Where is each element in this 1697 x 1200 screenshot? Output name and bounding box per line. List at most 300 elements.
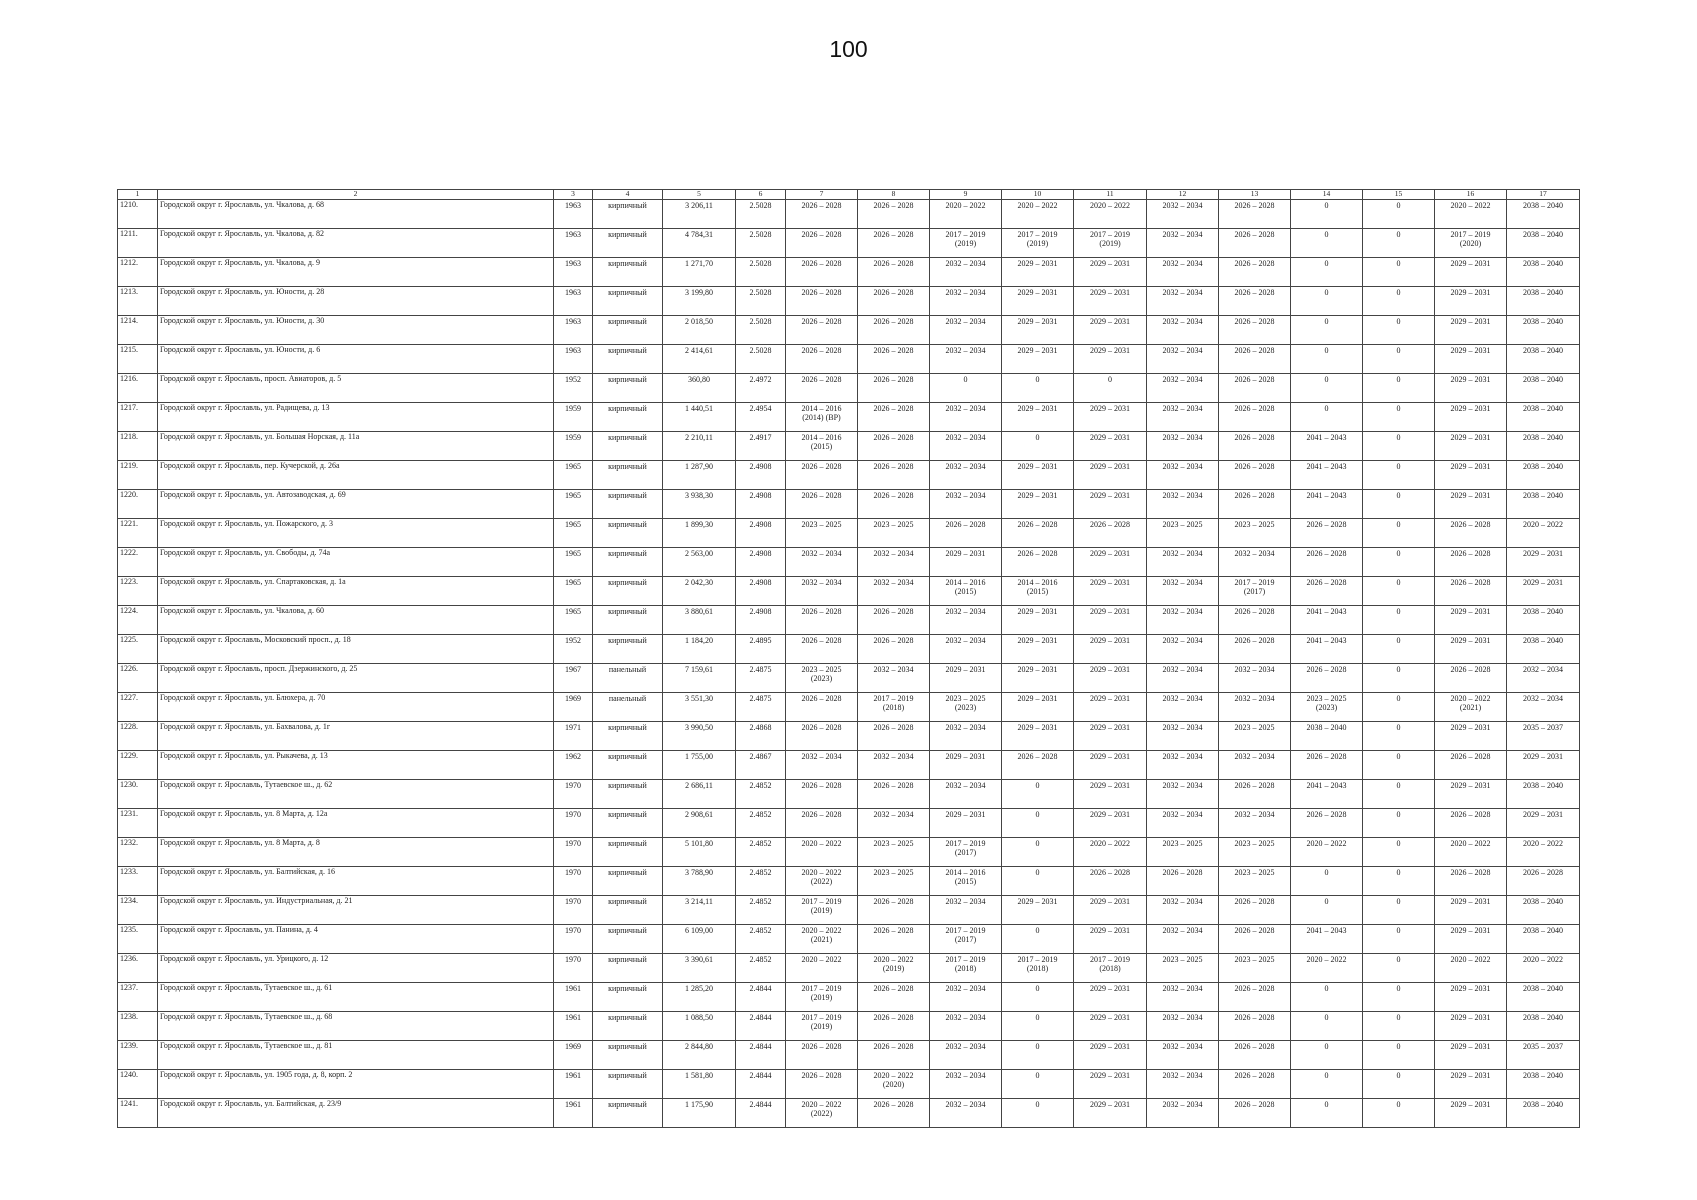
row-number-cell: 1232. [118, 838, 158, 867]
row-number-cell: 1233. [118, 867, 158, 896]
address-cell: Городской округ г. Ярославль, ул. Чкалова, д. 60 [158, 606, 554, 635]
table-cell: 2.4852 [736, 838, 786, 867]
table-cell: 2032 – 2034 [1147, 896, 1219, 925]
table-row [118, 200, 1580, 229]
table-cell: 2 018,50 [663, 316, 736, 345]
table-cell: 0 [1363, 838, 1435, 867]
table-cell: 2032 – 2034 [1219, 664, 1291, 693]
table-cell: 2032 – 2034 [930, 403, 1002, 432]
address-cell: Городской округ г. Ярославль, ул. Чкалова, д. 82 [158, 229, 554, 258]
table-cell: 2032 – 2034 [1147, 635, 1219, 664]
table-cell: 0 [1363, 606, 1435, 635]
address-cell: Городской округ г. Ярославль, пер. Кучерской, д. 26а [158, 461, 554, 490]
table-cell: 2032 – 2034 [930, 606, 1002, 635]
table-cell: 2026 – 2028 [1147, 867, 1219, 896]
table-cell: 2026 – 2028 [1219, 316, 1291, 345]
row-number-cell: 1219. [118, 461, 158, 490]
table-cell: 2020 – 2022 [1507, 838, 1580, 867]
table-cell: 2032 – 2034 [858, 548, 930, 577]
table-cell: кирпичный [593, 403, 663, 432]
table-cell: 5 101,80 [663, 838, 736, 867]
table-cell: 2032 – 2034 [1147, 1099, 1219, 1128]
table-cell: 2026 – 2028 [786, 1070, 858, 1099]
table-cell: 2038 – 2040 [1507, 780, 1580, 809]
table-cell: 3 214,11 [663, 896, 736, 925]
row-number-cell: 1211. [118, 229, 158, 258]
row-number-cell: 1225. [118, 635, 158, 664]
table-cell: 2 414,61 [663, 345, 736, 374]
table-cell: 2032 – 2034 [930, 490, 1002, 519]
table-cell: 2032 – 2034 [1147, 200, 1219, 229]
table-cell: 2 686,11 [663, 780, 736, 809]
table-cell: 0 [1291, 1012, 1363, 1041]
table-cell: 2026 – 2028 [858, 896, 930, 925]
table-cell: кирпичный [593, 1070, 663, 1099]
table-cell: 2026 – 2028 [1219, 229, 1291, 258]
table-cell: 2017 – 2019 (2017) [1219, 577, 1291, 606]
table-cell: 2026 – 2028 [1219, 1041, 1291, 1070]
table-cell: 0 [1363, 809, 1435, 838]
table-cell: 1959 [554, 403, 593, 432]
address-cell: Городской округ г. Ярославль, ул. Радищева, д. 13 [158, 403, 554, 432]
table-cell: 2041 – 2043 [1291, 925, 1363, 954]
table-cell: 0 [1363, 722, 1435, 751]
table-cell: 2029 – 2031 [1074, 925, 1147, 954]
row-number-cell: 1217. [118, 403, 158, 432]
table-cell: 7 159,61 [663, 664, 736, 693]
address-cell: Городской округ г. Ярославль, ул. Спартаковская, д. 1а [158, 577, 554, 606]
table-cell: 2029 – 2031 [1074, 403, 1147, 432]
column-number-cell: 2 [158, 190, 554, 200]
table-cell: 2032 – 2034 [930, 983, 1002, 1012]
table-cell: 2017 – 2019 (2019) [1002, 229, 1074, 258]
table-cell: 2038 – 2040 [1507, 229, 1580, 258]
table-cell: кирпичный [593, 838, 663, 867]
table-row [118, 345, 1580, 374]
table-cell: 2026 – 2028 [1219, 896, 1291, 925]
table-cell: 2038 – 2040 [1507, 983, 1580, 1012]
row-number-cell: 1229. [118, 751, 158, 780]
table-cell: 1965 [554, 461, 593, 490]
table-cell: 0 [1363, 229, 1435, 258]
table-cell: 2023 – 2025 [858, 519, 930, 548]
table-cell: 2032 – 2034 [1147, 693, 1219, 722]
table-cell: 2029 – 2031 [1507, 577, 1580, 606]
table-cell: 2020 – 2022 [1074, 838, 1147, 867]
table-cell: 1 440,51 [663, 403, 736, 432]
table-cell: 2029 – 2031 [1435, 896, 1507, 925]
table-cell: 2023 – 2025 (2023) [786, 664, 858, 693]
table-cell: 2029 – 2031 [1002, 316, 1074, 345]
table-cell: 2032 – 2034 [1147, 664, 1219, 693]
table-cell: 2017 – 2019 (2018) [858, 693, 930, 722]
table-cell: 2029 – 2031 [1435, 403, 1507, 432]
address-cell: Городской округ г. Ярославль, ул. 8 Марта, д. 12а [158, 809, 554, 838]
table-cell: 2017 – 2019 (2019) [786, 896, 858, 925]
table-cell: 1959 [554, 432, 593, 461]
table-cell: кирпичный [593, 432, 663, 461]
table-cell: 0 [1002, 838, 1074, 867]
table-cell: панельный [593, 693, 663, 722]
table-cell: 2017 – 2019 (2020) [1435, 229, 1507, 258]
table-cell: 2023 – 2025 [1219, 838, 1291, 867]
table-cell: кирпичный [593, 548, 663, 577]
table-cell: 2029 – 2031 [1435, 635, 1507, 664]
table-cell: 2026 – 2028 [1219, 983, 1291, 1012]
table-cell: 2029 – 2031 [1074, 548, 1147, 577]
table-cell: 2.4875 [736, 664, 786, 693]
table-cell: 0 [1363, 374, 1435, 403]
table-cell: 1 271,70 [663, 258, 736, 287]
table-cell: 2032 – 2034 [930, 1041, 1002, 1070]
table-cell: 2029 – 2031 [1435, 345, 1507, 374]
table-row [118, 780, 1580, 809]
page-number: 100 [829, 36, 868, 62]
column-number-cell: 8 [858, 190, 930, 200]
table-row [118, 490, 1580, 519]
table-cell: 2026 – 2028 [858, 635, 930, 664]
table-cell: 2026 – 2028 [1219, 1012, 1291, 1041]
table-cell: 2026 – 2028 [1219, 374, 1291, 403]
table-row [118, 693, 1580, 722]
table-cell: 2026 – 2028 [1219, 432, 1291, 461]
table-cell: 2038 – 2040 [1507, 461, 1580, 490]
table-row [118, 374, 1580, 403]
table-cell: 2 844,80 [663, 1041, 736, 1070]
table-cell: 2.4844 [736, 1070, 786, 1099]
table-cell: 2.4844 [736, 1012, 786, 1041]
table-cell: 2023 – 2025 [1219, 867, 1291, 896]
table-cell: 2017 – 2019 (2018) [930, 954, 1002, 983]
table-cell: 2029 – 2031 [1074, 1099, 1147, 1128]
table-cell: 2.4954 [736, 403, 786, 432]
address-cell: Городской округ г. Ярославль, ул. Юности, д. 28 [158, 287, 554, 316]
address-cell: Городской округ г. Ярославль, Тутаевское ш., д. 81 [158, 1041, 554, 1070]
table-cell: кирпичный [593, 925, 663, 954]
table-row [118, 229, 1580, 258]
table-cell: 2038 – 2040 [1507, 925, 1580, 954]
table-cell: 2023 – 2025 [1219, 954, 1291, 983]
table-cell: 2026 – 2028 [1219, 403, 1291, 432]
table-cell: 2026 – 2028 [1219, 606, 1291, 635]
table-cell: 2017 – 2019 (2018) [1002, 954, 1074, 983]
table-cell: 2026 – 2028 [1219, 490, 1291, 519]
table-row [118, 519, 1580, 548]
table-cell: 2026 – 2028 [858, 316, 930, 345]
table-cell: 2029 – 2031 [1002, 606, 1074, 635]
table-cell: 2026 – 2028 [1219, 635, 1291, 664]
table-cell: 2032 – 2034 [930, 635, 1002, 664]
table-cell: 2032 – 2034 [1507, 664, 1580, 693]
table-cell: 2029 – 2031 [1074, 722, 1147, 751]
table-cell: 2017 – 2019 (2019) [930, 229, 1002, 258]
table-cell: 2032 – 2034 [930, 1099, 1002, 1128]
table-cell: 2032 – 2034 [786, 548, 858, 577]
table-cell: 0 [1363, 867, 1435, 896]
table-cell: 2032 – 2034 [1147, 983, 1219, 1012]
table-cell: 0 [1363, 693, 1435, 722]
address-cell: Городской округ г. Ярославль, просп. Дзержинского, д. 25 [158, 664, 554, 693]
table-cell: 2.4875 [736, 693, 786, 722]
table-cell: 0 [1363, 1041, 1435, 1070]
table-cell: 2032 – 2034 [1147, 548, 1219, 577]
table-cell: 2026 – 2028 [858, 983, 930, 1012]
table-cell: 2029 – 2031 [1435, 722, 1507, 751]
table-cell: 0 [1002, 1070, 1074, 1099]
table-cell: 0 [1002, 374, 1074, 403]
address-cell: Городской округ г. Ярославль, ул. Балтийская, д. 23/9 [158, 1099, 554, 1128]
table-cell: 2038 – 2040 [1507, 635, 1580, 664]
table-cell: 2032 – 2034 [786, 751, 858, 780]
table-cell: 2014 – 2016 (2015) [786, 432, 858, 461]
table-cell: 2020 – 2022 (2020) [858, 1070, 930, 1099]
table-row [118, 606, 1580, 635]
table-cell: 2026 – 2028 [1219, 287, 1291, 316]
table-cell: 2026 – 2028 [1219, 1099, 1291, 1128]
table-cell: 4 784,31 [663, 229, 736, 258]
table-cell: 2.4908 [736, 490, 786, 519]
table-cell: 0 [1363, 577, 1435, 606]
table-cell: 2020 – 2022 [1291, 838, 1363, 867]
table-cell: кирпичный [593, 519, 663, 548]
table-cell: 2020 – 2022 (2021) [786, 925, 858, 954]
table-cell: 2026 – 2028 [1291, 751, 1363, 780]
column-number-cell: 11 [1074, 190, 1147, 200]
table-row [118, 316, 1580, 345]
column-number-cell: 12 [1147, 190, 1219, 200]
table-cell: 2032 – 2034 [1147, 606, 1219, 635]
table-cell: 2023 – 2025 (2023) [930, 693, 1002, 722]
table-cell: 3 788,90 [663, 867, 736, 896]
address-cell: Городской округ г. Ярославль, ул. Юности, д. 6 [158, 345, 554, 374]
table-cell: 2029 – 2031 [1435, 258, 1507, 287]
table-cell: 0 [1291, 200, 1363, 229]
table-cell: 2032 – 2034 [858, 809, 930, 838]
table-cell: кирпичный [593, 606, 663, 635]
table-cell: 1963 [554, 258, 593, 287]
table-cell: 0 [1291, 867, 1363, 896]
table-cell: 0 [1002, 1041, 1074, 1070]
table-row [118, 258, 1580, 287]
table-cell: 2032 – 2034 [930, 722, 1002, 751]
table-cell: 1967 [554, 664, 593, 693]
table-cell: 2029 – 2031 [1002, 896, 1074, 925]
table-cell: 1969 [554, 693, 593, 722]
table-cell: 2026 – 2028 [858, 1012, 930, 1041]
table-cell: 2026 – 2028 [1291, 548, 1363, 577]
table-cell: 1965 [554, 490, 593, 519]
table-row [118, 838, 1580, 867]
table-cell: кирпичный [593, 751, 663, 780]
table-cell: 2035 – 2037 [1507, 722, 1580, 751]
row-number-cell: 1234. [118, 896, 158, 925]
table-cell: 0 [1002, 867, 1074, 896]
table-cell: 2041 – 2043 [1291, 780, 1363, 809]
row-number-cell: 1240. [118, 1070, 158, 1099]
table-cell: 2026 – 2028 [786, 635, 858, 664]
table-cell: 2026 – 2028 [1074, 519, 1147, 548]
table-cell: 2026 – 2028 [858, 403, 930, 432]
table-cell: 2020 – 2022 [786, 838, 858, 867]
table-cell: 0 [1363, 490, 1435, 519]
table-cell: 1961 [554, 1099, 593, 1128]
table-cell: 2.4852 [736, 954, 786, 983]
table-cell: 2029 – 2031 [1074, 316, 1147, 345]
table-cell: 2026 – 2028 [1435, 548, 1507, 577]
table-cell: 0 [1363, 316, 1435, 345]
table-cell: 2026 – 2028 [786, 287, 858, 316]
table-cell: 2026 – 2028 [1507, 867, 1580, 896]
table-cell: 2.4972 [736, 374, 786, 403]
table-cell: 1965 [554, 606, 593, 635]
table-cell: 0 [1291, 1041, 1363, 1070]
table-cell: кирпичный [593, 867, 663, 896]
column-number-row [118, 190, 1580, 200]
table-cell: 2029 – 2031 [1002, 287, 1074, 316]
table-cell: кирпичный [593, 954, 663, 983]
table-cell: 2032 – 2034 [1219, 548, 1291, 577]
table-row [118, 1041, 1580, 1070]
table-cell: 2.5028 [736, 200, 786, 229]
row-number-cell: 1223. [118, 577, 158, 606]
table-cell: 2041 – 2043 [1291, 461, 1363, 490]
table-cell: 2029 – 2031 [930, 809, 1002, 838]
table-cell: 2032 – 2034 [1147, 722, 1219, 751]
table-cell: 1 581,80 [663, 1070, 736, 1099]
table-cell: 2023 – 2025 [858, 867, 930, 896]
table-cell: 2023 – 2025 [1219, 519, 1291, 548]
table-cell: 2.4908 [736, 461, 786, 490]
table-cell: 2032 – 2034 [1147, 461, 1219, 490]
table-cell: 2032 – 2034 [930, 345, 1002, 374]
table-cell: 2029 – 2031 [1435, 1099, 1507, 1128]
table-cell: 2032 – 2034 [1147, 374, 1219, 403]
table-cell: 360,80 [663, 374, 736, 403]
table-cell: 2032 – 2034 [1147, 751, 1219, 780]
table-cell: 0 [930, 374, 1002, 403]
table-cell: 2029 – 2031 [1074, 664, 1147, 693]
table-cell: 2026 – 2028 [1002, 519, 1074, 548]
table-cell: 2026 – 2028 [786, 258, 858, 287]
table-cell: 2038 – 2040 [1507, 200, 1580, 229]
table-cell: 2026 – 2028 [786, 229, 858, 258]
table-cell: 2029 – 2031 [1435, 1041, 1507, 1070]
table-row [118, 1070, 1580, 1099]
table-cell: 1965 [554, 519, 593, 548]
table-cell: 2029 – 2031 [1507, 751, 1580, 780]
table-cell: 2038 – 2040 [1291, 722, 1363, 751]
table-cell: 2026 – 2028 [786, 490, 858, 519]
table-cell: 1963 [554, 316, 593, 345]
table-cell: 2020 – 2022 (2022) [786, 1099, 858, 1128]
table-cell: 2038 – 2040 [1507, 403, 1580, 432]
table-cell: 2026 – 2028 [1219, 925, 1291, 954]
table-cell: 2029 – 2031 [1002, 693, 1074, 722]
table-cell: 2.4895 [736, 635, 786, 664]
table-cell: кирпичный [593, 896, 663, 925]
table-cell: 0 [1363, 1070, 1435, 1099]
table-cell: 2 563,00 [663, 548, 736, 577]
table-row [118, 809, 1580, 838]
address-cell: Городской округ г. Ярославль, ул. Бахвалова, д. 1г [158, 722, 554, 751]
row-number-cell: 1222. [118, 548, 158, 577]
table-row [118, 722, 1580, 751]
table-cell: 2026 – 2028 [858, 1099, 930, 1128]
table-row [118, 664, 1580, 693]
table-cell: 1 184,20 [663, 635, 736, 664]
table-cell: 2029 – 2031 [930, 664, 1002, 693]
address-cell: Городской округ г. Ярославль, ул. Балтийская, д. 16 [158, 867, 554, 896]
table-cell: 1970 [554, 838, 593, 867]
table-cell: 2026 – 2028 [1291, 519, 1363, 548]
table-cell: 2023 – 2025 [1147, 954, 1219, 983]
table-cell: 2029 – 2031 [1435, 983, 1507, 1012]
table-cell: 2038 – 2040 [1507, 287, 1580, 316]
table-cell: 3 938,30 [663, 490, 736, 519]
table-cell: 0 [1291, 229, 1363, 258]
table-cell: 2026 – 2028 [858, 925, 930, 954]
table-cell: 2026 – 2028 [1219, 1070, 1291, 1099]
table-cell: 2032 – 2034 [858, 664, 930, 693]
table-cell: 2026 – 2028 [1219, 461, 1291, 490]
table-row [118, 287, 1580, 316]
address-cell: Городской округ г. Ярославль, ул. Свободы, д. 74а [158, 548, 554, 577]
table-cell: 1952 [554, 635, 593, 664]
table-cell: 0 [1363, 1099, 1435, 1128]
table-cell: 2029 – 2031 [1074, 751, 1147, 780]
table-cell: 2026 – 2028 [786, 461, 858, 490]
column-number-cell: 16 [1435, 190, 1507, 200]
table-cell: 2029 – 2031 [1435, 606, 1507, 635]
row-number-cell: 1213. [118, 287, 158, 316]
table-cell: 0 [1002, 809, 1074, 838]
table-row [118, 983, 1580, 1012]
table-cell: 2029 – 2031 [1435, 490, 1507, 519]
table-cell: 2032 – 2034 [930, 316, 1002, 345]
table-row [118, 954, 1580, 983]
address-cell: Городской округ г. Ярославль, ул. Блюхера, д. 70 [158, 693, 554, 722]
table-cell: 2029 – 2031 [1074, 780, 1147, 809]
table-cell: 2.4852 [736, 925, 786, 954]
table-cell: 2026 – 2028 [858, 461, 930, 490]
table-cell: 1962 [554, 751, 593, 780]
table-cell: 2026 – 2028 [1435, 577, 1507, 606]
table-cell: 2032 – 2034 [1147, 577, 1219, 606]
table-cell: 2026 – 2028 [786, 722, 858, 751]
table-cell: 2026 – 2028 [786, 693, 858, 722]
table-cell: панельный [593, 664, 663, 693]
table-cell: 1963 [554, 229, 593, 258]
table-cell: 2032 – 2034 [930, 461, 1002, 490]
table-cell: 2029 – 2031 [1507, 809, 1580, 838]
table-cell: 2032 – 2034 [1147, 1070, 1219, 1099]
table-cell: 0 [1002, 1012, 1074, 1041]
table-cell: 3 206,11 [663, 200, 736, 229]
table-row [118, 925, 1580, 954]
table-cell: 0 [1291, 316, 1363, 345]
column-number-cell: 1 [118, 190, 158, 200]
table-cell: 2014 – 2016 (2015) [930, 867, 1002, 896]
table-cell: 2017 – 2019 (2019) [786, 983, 858, 1012]
table-cell: 2026 – 2028 [1291, 664, 1363, 693]
row-number-cell: 1215. [118, 345, 158, 374]
table-row [118, 635, 1580, 664]
table-cell: 1961 [554, 1012, 593, 1041]
table-cell: кирпичный [593, 490, 663, 519]
column-number-cell: 17 [1507, 190, 1580, 200]
table-cell: 2020 – 2022 (2021) [1435, 693, 1507, 722]
table-cell: 2038 – 2040 [1507, 258, 1580, 287]
